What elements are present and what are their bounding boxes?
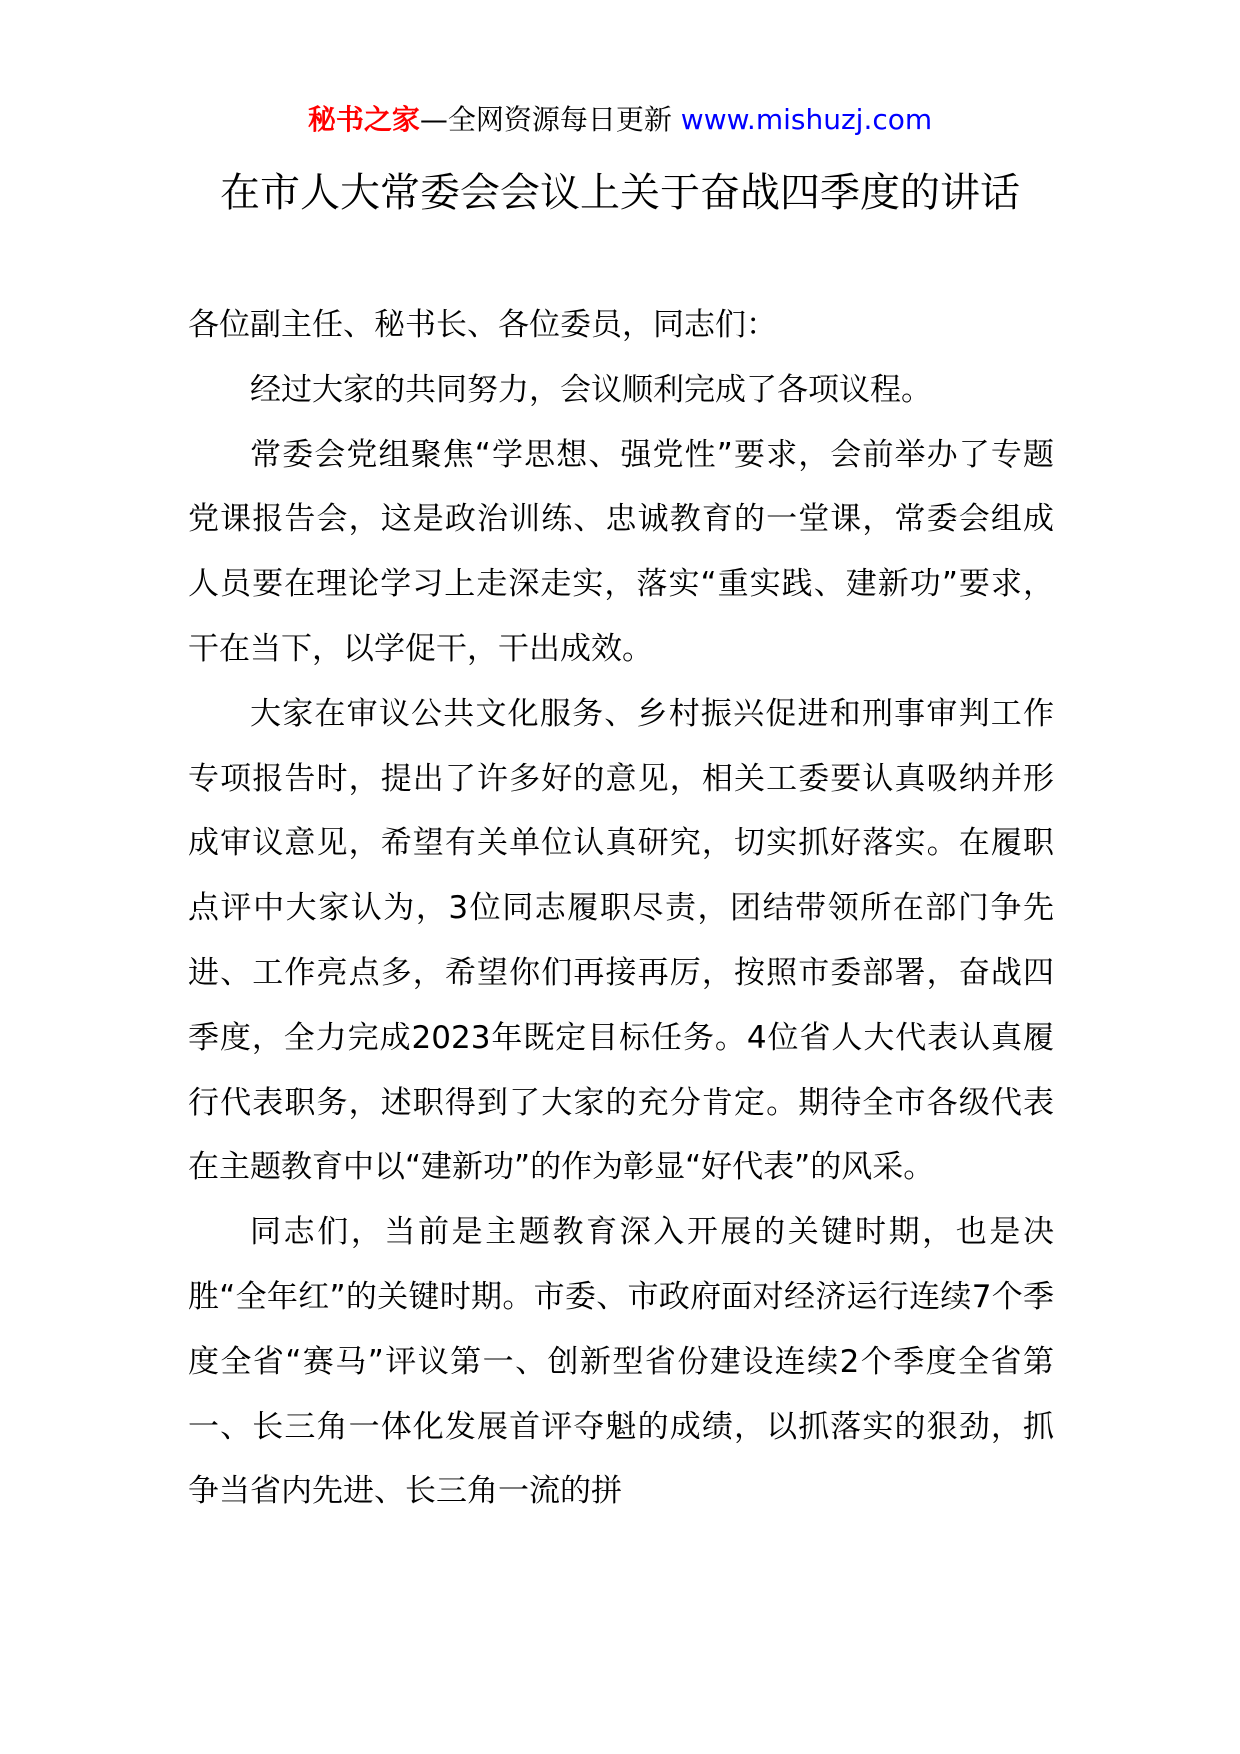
paragraph-2: 常委会党组聚焦“学思想、强党性”要求，会前举办了专题党课报告会，这是政治训练、忠诚教育的一堂课，常委会组成人员要在理论学习上走深走实，落实“重实践、建新功”要求，干在当下，以学促干，干出成效。 <box>188 436 1054 667</box>
paragraph-3: 大家在审议公共文化服务、乡村振兴促进和刑事审判工作专项报告时，提出了许多好的意见，相关工委要认真吸纳并形成审议意见，希望有关单位认真研究，切实抓好落实。在履职点评中大家认为，3位同志履职尽责，团结带领所在部门争先进、工作亮点多，希望你们再接再厉，按照市委部署，奋战四季度，全力完成2023年既定目标任务。4位省人大代表认真履行代表职务，述职得到了大家的充分肯定。期待全市各级代表在主题教育中以“建新功”的作为彰显“好代表”的风采。 <box>188 695 1054 1186</box>
paragraph-4: 同志们，当前是主题教育深入开展的关键时期，也是决胜“全年红”的关键时期。市委、市政府面对经济运行连续7个季度全省“赛马”评议第一、创新型省份建设连续2个季度全省第一、长三角一体化发展首评夺魁的成绩，以抓落实的狠劲，抓争当省内先进、长三角一流的拼 <box>188 1214 1054 1510</box>
document-body <box>188 293 1054 1524</box>
document-title: 在市人大常委会会议上关于奋战四季度的讲话 <box>220 170 1020 216</box>
salutation: 各位副主任、秘书长、各位委员，同志们： <box>188 307 777 343</box>
paragraph-1: 经过大家的共同努力，会议顺利完成了各项议程。 <box>250 371 932 408</box>
site-header <box>0 100 1240 140</box>
site-url-link[interactable]: www.mishuzj.com <box>680 103 933 136</box>
site-brand: 秘书之家 <box>307 103 420 136</box>
site-slogan: —全网资源每日更新 <box>419 103 672 136</box>
